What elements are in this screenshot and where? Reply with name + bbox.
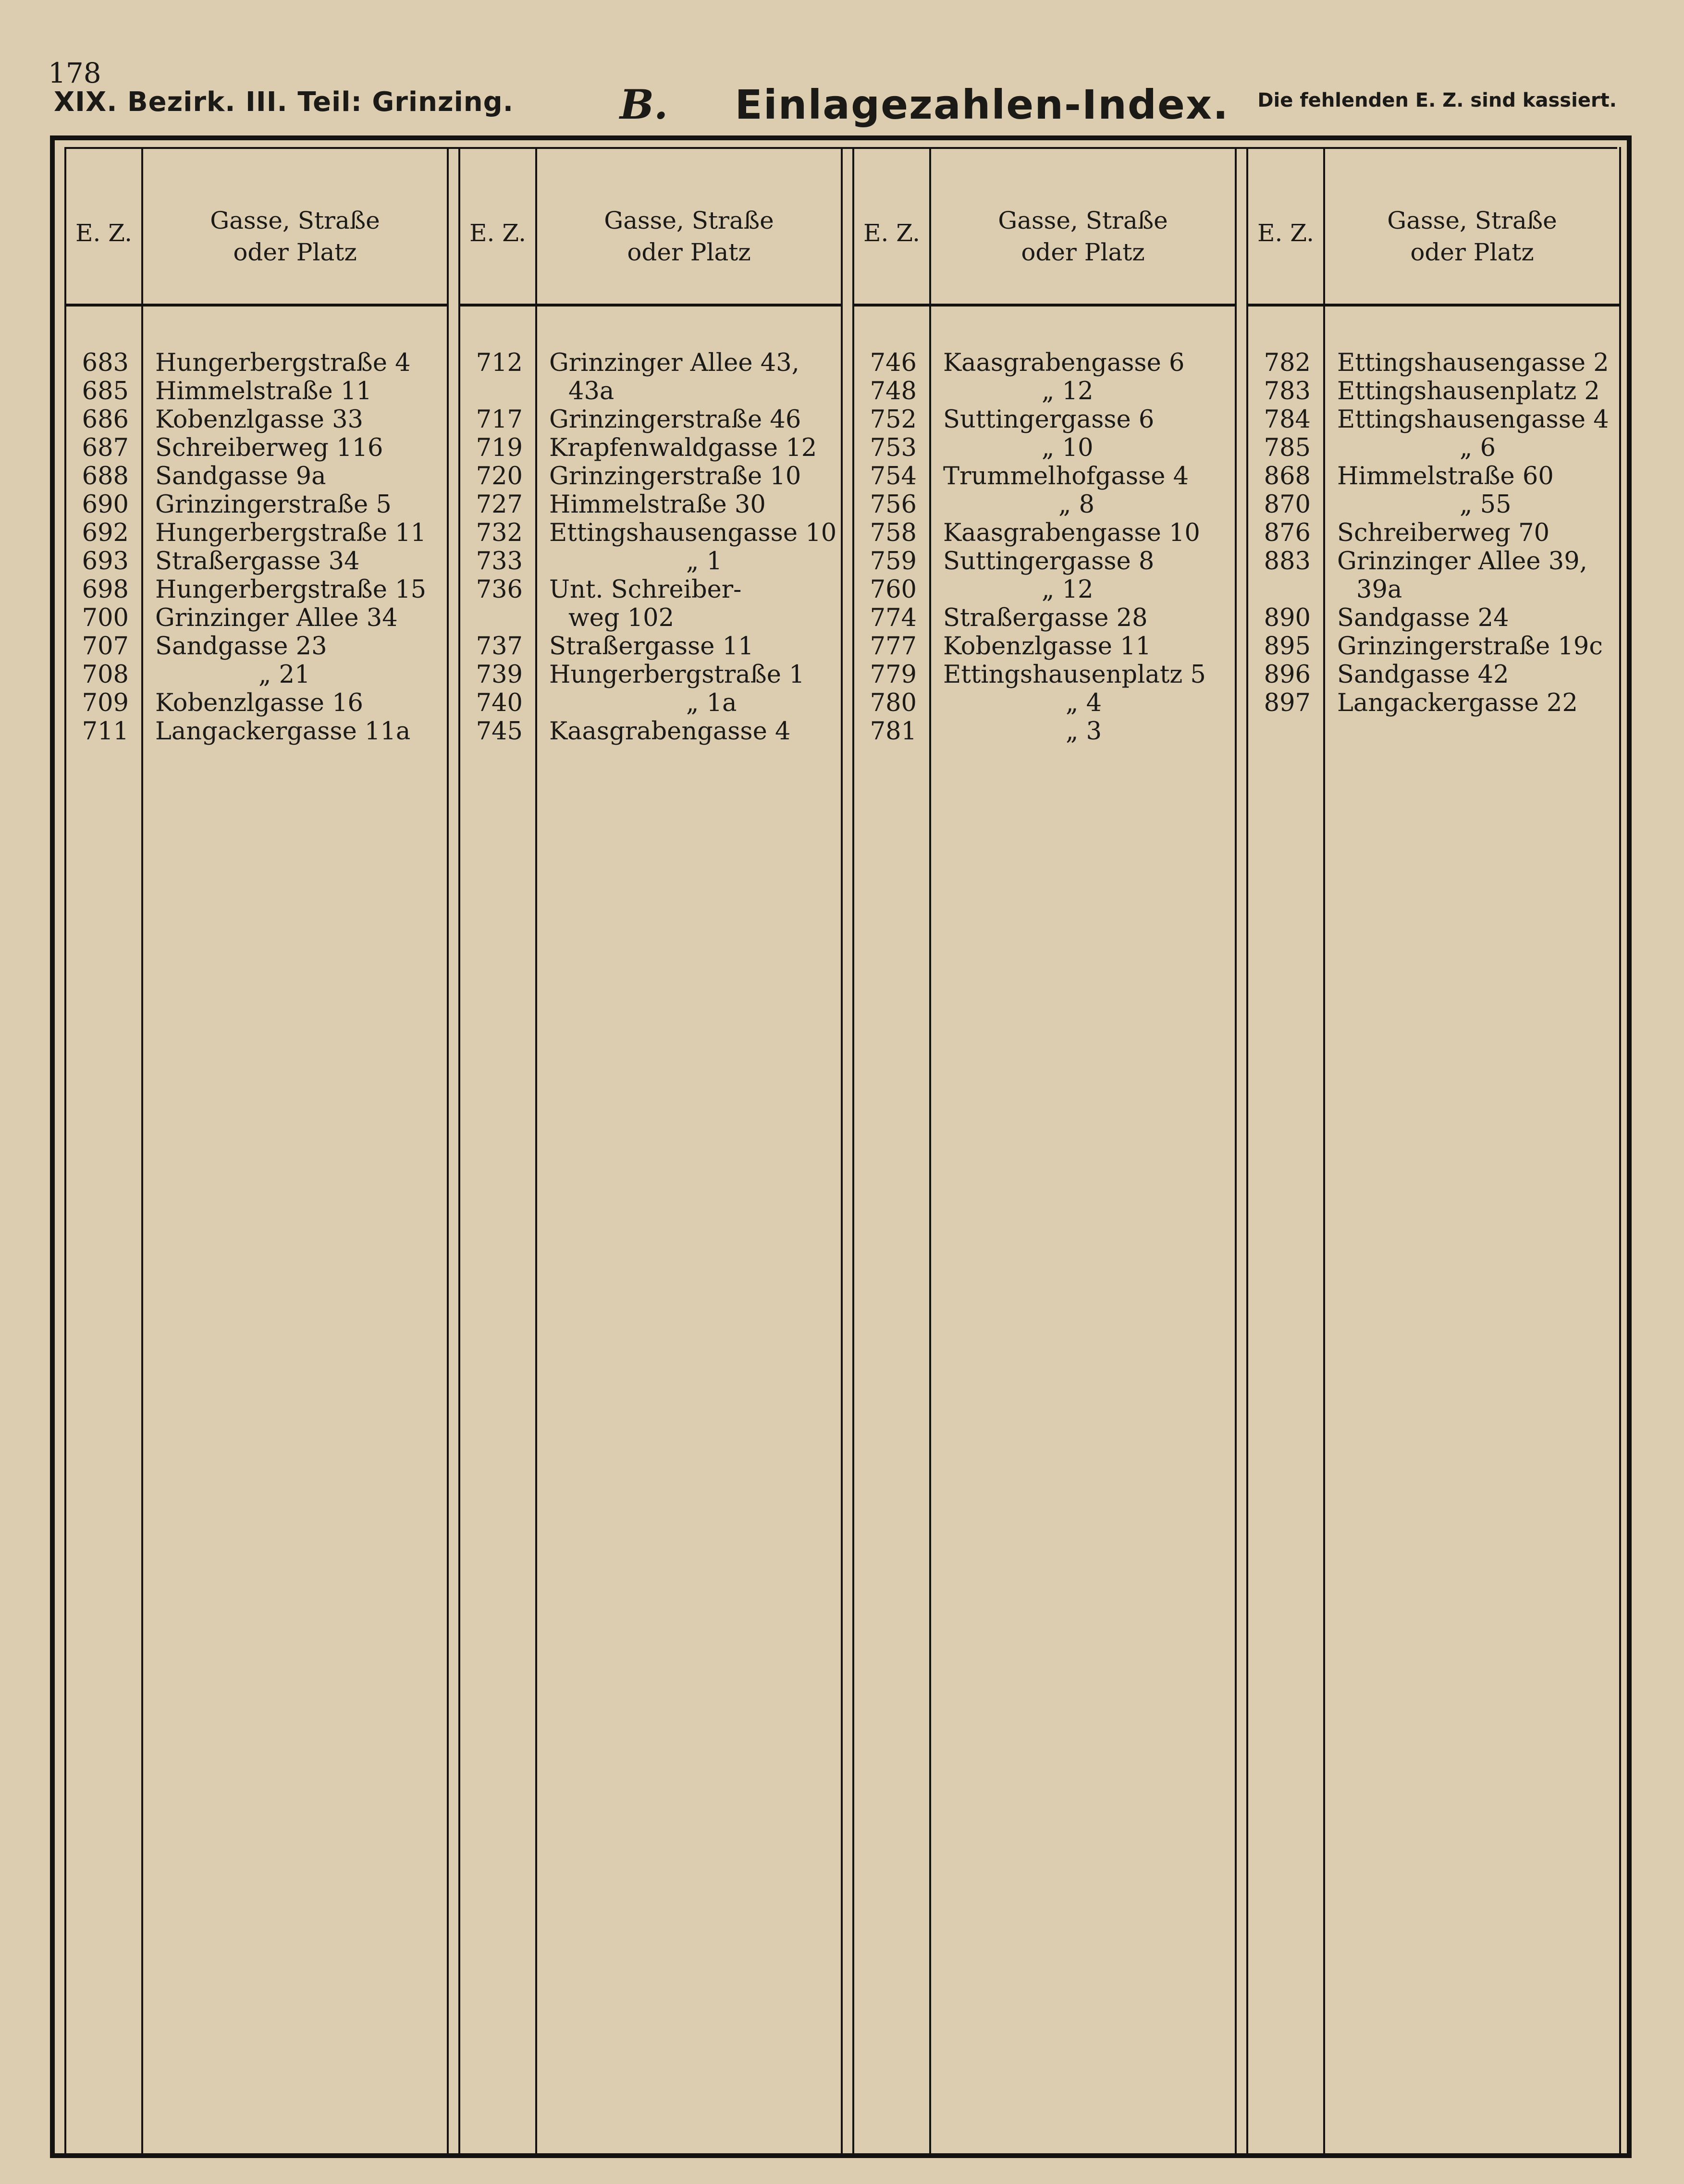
ez-cell: 758 (870, 519, 917, 547)
table-row (460, 519, 841, 547)
ez-cell: 733 (476, 547, 523, 576)
column-group-2 (458, 147, 843, 2153)
ez-cell: 760 (870, 576, 917, 604)
ez-cell: 687 (82, 434, 129, 462)
table-row (460, 576, 841, 604)
name-cell: 43a (568, 377, 615, 405)
table-row (1248, 405, 1619, 434)
table-row (460, 661, 841, 689)
name-cell: Trummelhofgasse 4 (943, 462, 1189, 491)
table-row (460, 462, 841, 491)
column-header-name (1325, 205, 1619, 268)
column-group-4 (1246, 147, 1621, 2153)
ez-cell: 700 (82, 604, 129, 632)
name-cell: Kaasgrabengasse 6 (943, 349, 1185, 377)
ez-cell: 740 (476, 689, 523, 717)
column-header-name-line2: oder Platz (627, 238, 751, 266)
ez-cell: 876 (1264, 519, 1311, 547)
page-title (620, 81, 1229, 128)
table-row (854, 519, 1235, 547)
ez-cell: 711 (82, 717, 129, 746)
column-header-name (537, 205, 841, 268)
name-cell: „ 1a (686, 689, 737, 717)
name-cell: Krapfenwaldgasse 12 (549, 434, 817, 462)
table-row (66, 462, 447, 491)
name-cell: Kobenzlgasse 11 (943, 632, 1151, 661)
column-header-ez: E. Z. (75, 219, 133, 247)
table-row (66, 632, 447, 661)
ez-cell: 707 (82, 632, 129, 661)
name-cell: „ 3 (1066, 717, 1102, 746)
name-cell: „ 4 (1066, 689, 1102, 717)
column-header-ez: E. Z. (863, 219, 921, 247)
ez-cell: 784 (1264, 405, 1311, 434)
table-row (854, 632, 1235, 661)
table-row (854, 547, 1235, 576)
table-row (854, 462, 1235, 491)
table-row (66, 661, 447, 689)
ez-cell: 686 (82, 405, 129, 434)
table-row (66, 717, 447, 746)
cancelled-note: Die fehlenden E. Z. sind kassiert. (1257, 89, 1617, 111)
rows-group-2 (460, 349, 841, 746)
ez-cell: 692 (82, 519, 129, 547)
name-cell: Kobenzlgasse 16 (155, 689, 363, 717)
ez-cell: 779 (870, 661, 917, 689)
name-cell: Hungerbergstraße 1 (549, 661, 805, 689)
table-row (1248, 576, 1619, 604)
name-cell: Himmelstraße 60 (1337, 462, 1554, 491)
name-cell: Suttingergasse 8 (943, 547, 1155, 576)
ez-cell: 708 (82, 661, 129, 689)
table-row (854, 349, 1235, 377)
table-row (66, 349, 447, 377)
column-header-name (143, 205, 447, 268)
name-cell: Hungerbergstraße 15 (155, 576, 427, 604)
ez-cell: 739 (476, 661, 523, 689)
name-cell: Grinzingerstraße 5 (155, 491, 392, 519)
column-header-ez: E. Z. (1257, 219, 1315, 247)
ez-cell: 752 (870, 405, 917, 434)
ez-cell: 895 (1264, 632, 1311, 661)
ez-cell: 693 (82, 547, 129, 576)
header-rule (854, 304, 1235, 307)
name-cell: Schreiberweg 116 (155, 434, 383, 462)
name-cell: Sandgasse 24 (1337, 604, 1509, 632)
name-cell: 39a (1356, 576, 1402, 604)
name-cell: Kobenzlgasse 33 (155, 405, 363, 434)
column-header-name-line1: Gasse, Straße (604, 207, 774, 234)
ez-cell: 720 (476, 462, 523, 491)
name-cell: Straßergasse 34 (155, 547, 360, 576)
table-row (854, 434, 1235, 462)
ez-cell: 754 (870, 462, 917, 491)
name-cell: Straßergasse 28 (943, 604, 1148, 632)
name-cell: Ettingshausenplatz 2 (1337, 377, 1600, 405)
table-row (1248, 491, 1619, 519)
ez-cell: 709 (82, 689, 129, 717)
name-cell: Himmelstraße 30 (549, 491, 766, 519)
name-cell: Grinzingerstraße 19c (1337, 632, 1603, 661)
ez-cell: 727 (476, 491, 523, 519)
header-rule (66, 304, 447, 307)
table-row (1248, 547, 1619, 576)
rows-group-3 (854, 349, 1235, 746)
table-row (1248, 632, 1619, 661)
name-cell: Ettingshausengasse 4 (1337, 405, 1609, 434)
column-group-1 (64, 147, 449, 2153)
rows-group-4 (1248, 349, 1619, 717)
section-letter: B. (620, 81, 668, 128)
ez-cell: 785 (1264, 434, 1311, 462)
name-cell: „ 55 (1460, 491, 1512, 519)
table-row (1248, 661, 1619, 689)
name-cell: Ettingshausenplatz 5 (943, 661, 1206, 689)
name-cell: Grinzinger Allee 43, (549, 349, 799, 377)
name-cell: „ 12 (1042, 576, 1094, 604)
ez-cell: 690 (82, 491, 129, 519)
table-row (460, 604, 841, 632)
table-row (854, 604, 1235, 632)
column-header-name-line2: oder Platz (233, 238, 357, 266)
table-row (66, 434, 447, 462)
table-row (66, 377, 447, 405)
name-cell: Kaasgrabengasse 10 (943, 519, 1200, 547)
ez-cell: 748 (870, 377, 917, 405)
table-row (66, 519, 447, 547)
ez-cell: 781 (870, 717, 917, 746)
table-row (854, 377, 1235, 405)
table-row (1248, 519, 1619, 547)
name-cell: Langackergasse 11a (155, 717, 411, 746)
ez-cell: 896 (1264, 661, 1311, 689)
name-cell: „ 6 (1460, 434, 1496, 462)
table-row (460, 349, 841, 377)
table-row (460, 377, 841, 405)
ez-cell: 753 (870, 434, 917, 462)
table-row (854, 717, 1235, 746)
table-row (66, 576, 447, 604)
name-cell: Ettingshausengasse 10 (549, 519, 837, 547)
table-row (66, 604, 447, 632)
name-cell: „ 21 (258, 661, 310, 689)
name-cell: Sandgasse 9a (155, 462, 326, 491)
ez-cell: 719 (476, 434, 523, 462)
name-cell: Langackergasse 22 (1337, 689, 1578, 717)
ez-cell: 783 (1264, 377, 1311, 405)
name-cell: Sandgasse 23 (155, 632, 327, 661)
table-row (1248, 434, 1619, 462)
name-cell: Grinzingerstraße 10 (549, 462, 801, 491)
page-number: 178 (48, 57, 101, 89)
table-row (460, 405, 841, 434)
table-row (460, 632, 841, 661)
ez-cell: 683 (82, 349, 129, 377)
name-cell: Schreiberweg 70 (1337, 519, 1550, 547)
ez-cell: 774 (870, 604, 917, 632)
table-row (1248, 377, 1619, 405)
name-cell: Grinzinger Allee 34 (155, 604, 398, 632)
name-cell: Suttingergasse 6 (943, 405, 1155, 434)
name-cell: Grinzingerstraße 46 (549, 405, 801, 434)
table-row (1248, 604, 1619, 632)
name-cell: „ 10 (1042, 434, 1094, 462)
table-row (66, 491, 447, 519)
table-row (460, 547, 841, 576)
district-heading: XIX. Bezirk. III. Teil: Grinzing. (54, 86, 514, 118)
name-cell: Grinzinger Allee 39, (1337, 547, 1587, 576)
column-header-name-line2: oder Platz (1410, 238, 1534, 266)
name-cell: „ 12 (1042, 377, 1094, 405)
ez-cell: 780 (870, 689, 917, 717)
ez-cell: 698 (82, 576, 129, 604)
name-cell: „ 1 (686, 547, 723, 576)
name-cell: Unt. Schreiber- (549, 576, 742, 604)
table-row (66, 689, 447, 717)
ez-cell: 868 (1264, 462, 1311, 491)
table-row (66, 547, 447, 576)
ez-cell: 736 (476, 576, 523, 604)
index-table (50, 135, 1632, 2158)
table-row (460, 434, 841, 462)
name-cell: Hungerbergstraße 11 (155, 519, 427, 547)
ez-cell: 759 (870, 547, 917, 576)
column-header-name (931, 205, 1235, 268)
rows-group-1 (66, 349, 447, 746)
table-row (460, 491, 841, 519)
ez-cell: 777 (870, 632, 917, 661)
ez-cell: 732 (476, 519, 523, 547)
name-cell: Kaasgrabengasse 4 (549, 717, 791, 746)
ez-cell: 890 (1264, 604, 1311, 632)
table-row (1248, 349, 1619, 377)
ez-cell: 782 (1264, 349, 1311, 377)
header-rule (1248, 304, 1619, 307)
table-row (854, 661, 1235, 689)
table-row (66, 405, 447, 434)
name-cell: Himmelstraße 11 (155, 377, 372, 405)
column-header-name-line1: Gasse, Straße (1387, 207, 1557, 234)
ez-cell: 897 (1264, 689, 1311, 717)
column-group-3 (852, 147, 1237, 2153)
column-header-name-line1: Gasse, Straße (998, 207, 1168, 234)
ez-cell: 712 (476, 349, 523, 377)
column-header-name-line2: oder Platz (1021, 238, 1145, 266)
name-cell: „ 8 (1058, 491, 1095, 519)
table-row (854, 491, 1235, 519)
table-row (460, 689, 841, 717)
table-row (854, 689, 1235, 717)
ez-cell: 737 (476, 632, 523, 661)
column-header-name-line1: Gasse, Straße (210, 207, 380, 234)
table-row (1248, 462, 1619, 491)
index-title: Einlagezahlen-Index. (735, 81, 1229, 128)
ez-cell: 883 (1264, 547, 1311, 576)
ez-cell: 717 (476, 405, 523, 434)
ez-cell: 688 (82, 462, 129, 491)
ez-cell: 870 (1264, 491, 1311, 519)
name-cell: Straßergasse 11 (549, 632, 754, 661)
header-rule (460, 304, 841, 307)
ez-cell: 685 (82, 377, 129, 405)
ez-cell: 746 (870, 349, 917, 377)
ez-cell: 745 (476, 717, 523, 746)
table-row (854, 576, 1235, 604)
name-cell: Ettingshausengasse 2 (1337, 349, 1609, 377)
column-header-ez: E. Z. (469, 219, 527, 247)
table-row (854, 405, 1235, 434)
name-cell: weg 102 (568, 604, 675, 632)
table-row (1248, 689, 1619, 717)
name-cell: Hungerbergstraße 4 (155, 349, 411, 377)
name-cell: Sandgasse 42 (1337, 661, 1509, 689)
ez-cell: 756 (870, 491, 917, 519)
table-row (460, 717, 841, 746)
